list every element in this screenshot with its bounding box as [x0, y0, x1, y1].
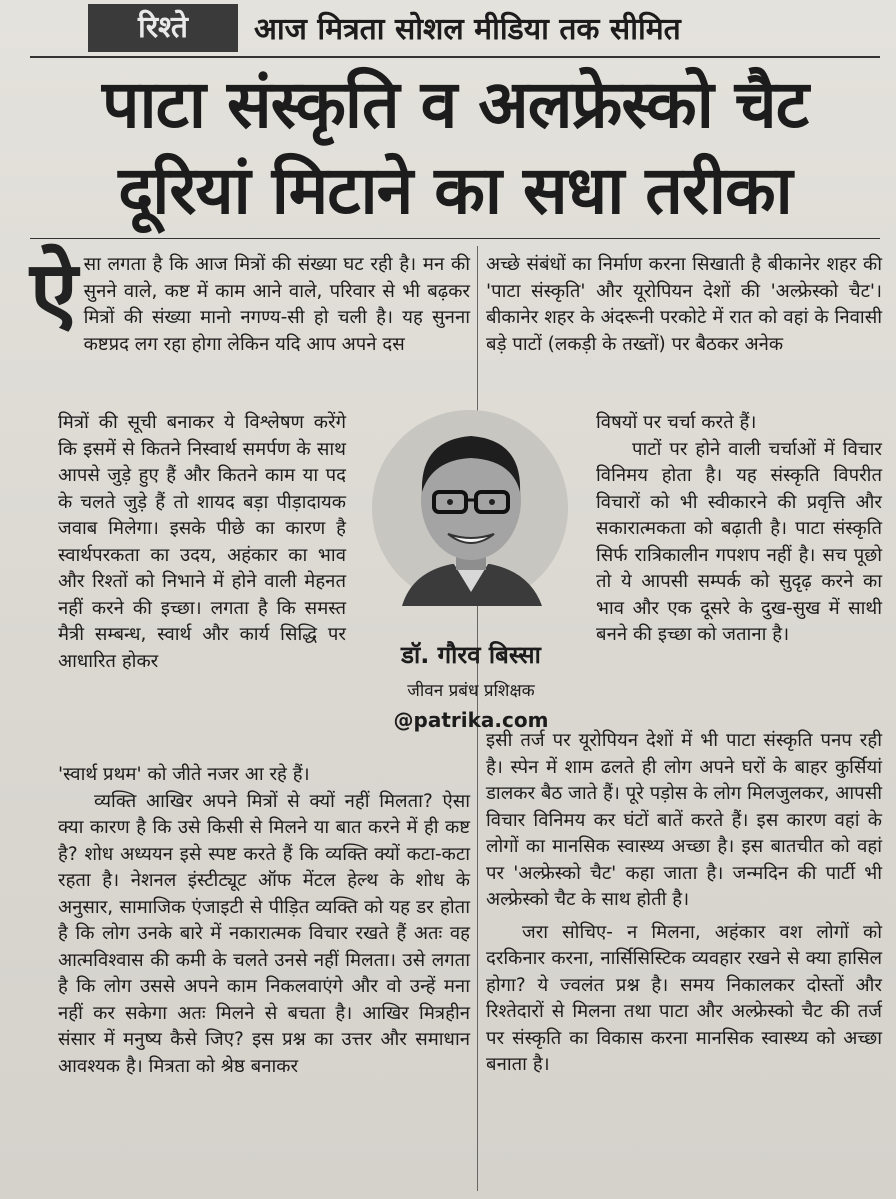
article-right-bottom: [486, 728, 882, 1079]
left-paragraph-2: व्यक्ति आखिर अपने मित्रों से क्यों नहीं मिलता? ऐसा क्या कारण है कि उसे किसी से मिलने या बात करने में ही कष्ट है? शोध अध्ययन इसे स्पष्ट करते हैं कि व्यक्ति क्यों कटा-कटा रहता है। नेशनल इंस्टीट्यूट ऑफ मेंटल हेल्थ के शोध के अनुसार, सामाजिक एंजाइटी से पीड़ित व्यक्ति को यह डर होता है कि लोग उनके बारे में नकारात्मक विचार रखते हैं अतः वह आत्मविश्वास की कमी के चलते उनसे नहीं मिलता। उसे लगता है कि लोग उससे अपने काम निकलवाएंगे और वो उन्हें मना नहीं कर सकेगा अतः मिलने से बचता है। आखिर मित्रहीन संसार में मनुष्य कैसे जिए? इस प्रश्न का उत्तर और समाधान आवश्यक है। मित्रता को श्रेष्ठ बनाकर: [58, 790, 470, 1077]
right-paragraph-2: पाटों पर होने वाली चर्चाओं में विचार विनिमय होता है। यह संस्कृति विपरीत विचारों को भी स्वीकारने की प्रवृत्ति और सकारात्मकता को बढ़ाती है। पाटा संस्कृति सिर्फ रात्रिकालीन गपशप नहीं है। सच पूछो तो ये आपसी सम्पर्क को सुदृढ़ करने का भाव और एक दूसरे के दुख-सुख में साथी बनने की इच्छा को जताना है।: [596, 438, 882, 645]
right-paragraph-2-cont: इसी तर्ज पर यूरोपियन देशों में भी पाटा संस्कृति पनप रही है। स्पेन में शाम ढलते ही लोग अपने घरों के बाहर कुर्सियां डालकर बैठ जाते हैं। पूरे पड़ोस के लोग मिलजुलकर, आपसी विचार विनिमय कर घंटों बातें करते हैं। इस कारण वहां के लोगों का मानसिक स्वास्थ्य अच्छा है। इस बातचीत को वहां पर 'अल्फ्रेस्को चैट' कहा जाता है। जन्मदिन की पार्टी भी अल्फ्रेस्को चैट के साथ होती है।: [486, 730, 882, 910]
author-role: जीवन प्रबंध प्रशिक्षक: [407, 681, 535, 701]
section-kicker-text: आज मित्रता सोशल मीडिया तक सीमित: [254, 12, 681, 47]
article-left-bottom: [58, 762, 470, 1080]
left-paragraph-1-cont: मित्रों की सूची बनाकर ये विश्लेषण करेंगे कि इसमें से कितने निस्वार्थ समर्पण के साथ आपसे जुड़े हुए हैं और कितने काम या पद के चलते जुड़े हैं तो शायद बड़ा पीड़ादायक जवाब मिलेगा। इसके पीछे का कारण है स्वार्थपरकता का उदय, अहंकार का भाव और रिश्तों को निभाने में होने वाली मेहनत नहीं करने की इच्छा। लगता है कि समस्त मैत्री सम्बन्ध, स्वार्थ और कार्य सिद्धि पर आधारित होकर: [58, 412, 346, 672]
left-paragraph-1: सा लगता है कि आज मित्रों की संख्या घट रही है। मन की सुनने वाले, कष्ट में काम आने वाले, परिवार से भी बढ़कर मित्रों की संख्या मानो नगण्य-सी हो चली है। यह सुनना कष्टप्रद लग रहा होगा लेकिन यदि आप अपने दस: [83, 254, 470, 355]
left-paragraph-1-end: 'स्वार्थ प्रथम' को जीते नजर आ रहे हैं।: [58, 764, 310, 785]
top-rule: [30, 56, 880, 58]
author-handle: @patrika.com: [393, 708, 549, 732]
section-kicker-label: रिश्ते: [88, 4, 238, 52]
author-box: [362, 410, 580, 740]
headline-line-1: पाटा संस्कृति व अलफ्रेस्को चैट: [102, 66, 808, 143]
dropcap: ऐ: [30, 243, 78, 343]
article-right-top: [486, 252, 882, 358]
right-paragraph-3: जरा सोचिए- न मिलना, अहंकार वश लोगों को दरकिनार करना, नार्सिसिस्टिक व्यवहार रखने से क्या हासिल होगा? ये ज्वलंत प्रश्न है। समय निकालकर दोस्तों और रिश्तेदारों से मिलना तथा पाटा और अल्फ्रेस्को चैट की तर्ज पर संस्कृति का विकास करना मानसिक स्वास्थ्य को अच्छा बनाता है।: [486, 921, 882, 1075]
headline: [30, 62, 880, 234]
right-paragraph-1-end: विषयों पर चर्चा करते हैं।: [596, 412, 757, 433]
author-photo: [392, 422, 550, 606]
article-left-top: [30, 243, 470, 358]
headline-rule: [30, 238, 880, 239]
article-left-narrow: [58, 410, 346, 675]
author-name: डॉ. गौरव बिस्सा: [401, 641, 541, 669]
headline-line-2: दूरियां मिटाने का सधा तरीका: [118, 152, 792, 229]
article-right-narrow: [596, 410, 882, 649]
right-paragraph-1: अच्छे संबंधों का निर्माण करना सिखाती है बीकानेर शहर की 'पाटा संस्कृति' और यूरोपियन देशों की 'अल्फ्रेस्को चैट'। बीकानेर शहर के अंदरूनी परकोटे में रात को वहां के निवासी बड़े पाटों (लकड़ी के तख्तों) पर बैठकर अनेक: [486, 254, 882, 355]
